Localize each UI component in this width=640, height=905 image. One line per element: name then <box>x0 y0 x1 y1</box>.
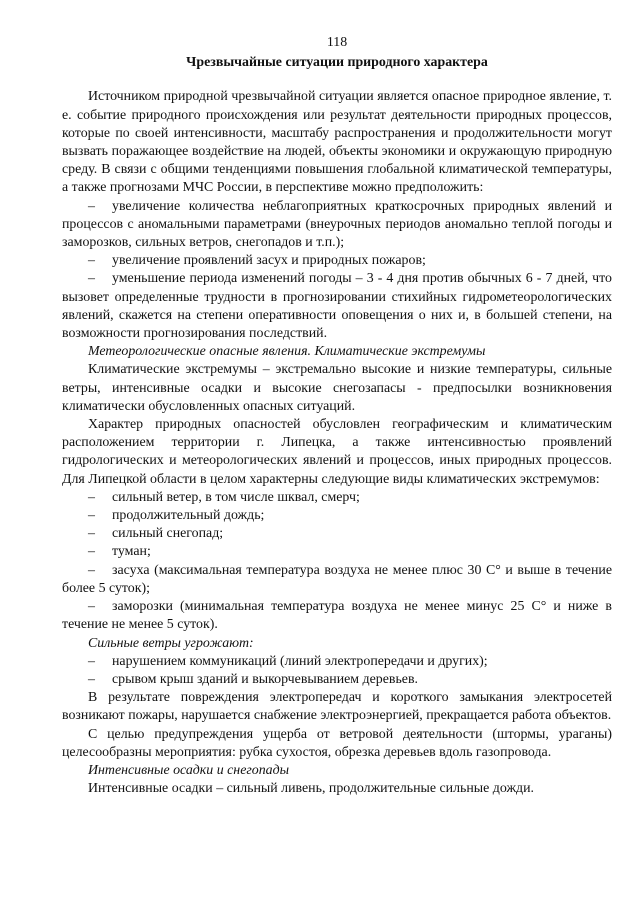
list-item-text: уменьшение периода изменений погоды – 3 - 4 дня против обычных 6 - 7 дней, что вызовет определенные трудности в прогнозировании стихийных гидрометеорологических явлений, скажется на степени оперативности оповещения о них и, в большей степени, на возможности прогнозирования последствий. <box>62 271 612 342</box>
list-item-text: увеличение проявлений засух и природных пожаров; <box>112 253 426 269</box>
dash-bullet: – <box>88 599 95 615</box>
list-item-text: заморозки (минимальная температура воздуха не менее минус 25 С° и ниже в течение не менее 5 суток). <box>62 599 612 633</box>
list-item <box>62 252 612 270</box>
subheading: Сильные ветры угрожают: <box>88 635 254 651</box>
list-item-text: срывом крыш зданий и выкорчевыванием деревьев. <box>112 671 418 687</box>
list-item-text: увеличение количества неблагоприятных краткосрочных природных явлений и процессов с аномальными параметрами (внеурочных периодов аномально теплой погоды и заморозков, сильных ветров, снегопадов и т.п.); <box>62 198 612 251</box>
dash-bullet: – <box>88 198 95 214</box>
list-item-text: нарушением коммуникаций (линий электропередачи и других); <box>112 653 488 669</box>
subheading: Интенсивные осадки и снегопады <box>88 762 290 778</box>
paragraph: Характер природных опасностей обусловлен географическим и климатическим расположением территории г. Липецка, а также интенсивностью проявлений гидрологических и метеорологических явлений и процессов, иных природных процессов. Для Липецкой области в целом характерны следующие виды климатических экстремумов: <box>62 417 612 487</box>
section-title: Чрезвычайные ситуации природного характера <box>186 55 488 71</box>
dash-bullet: – <box>88 508 95 524</box>
dash-bullet: – <box>88 489 95 505</box>
dash-bullet: – <box>88 671 95 687</box>
dash-bullet: – <box>88 271 95 287</box>
dash-bullet: – <box>88 544 95 560</box>
paragraph: Интенсивные осадки – сильный ливень, продолжительные сильные дожди. <box>88 781 535 797</box>
list-item <box>62 598 612 634</box>
list-item <box>62 489 612 507</box>
list-item <box>62 653 612 671</box>
document-page <box>62 34 612 798</box>
paragraph: Климатические экстремумы – экстремально высокие и низкие температуры, сильные ветры, интенсивные осадки и высокие снегозапасы - предпосылки возникновения климатически обусловленных опасных ситуаций. <box>62 362 612 414</box>
list-item <box>62 562 612 598</box>
dash-bullet: – <box>88 526 95 542</box>
list-item <box>62 543 612 561</box>
list-item-text: сильный снегопад; <box>112 526 224 542</box>
subheading: Метеорологические опасные явления. Климатические экстремумы <box>88 344 486 360</box>
dash-bullet: – <box>88 253 95 269</box>
list-item-text: засуха (максимальная температура воздуха не менее плюс 30 С° и выше в течение более 5 суток); <box>62 562 612 596</box>
list-item <box>62 525 612 543</box>
list-item <box>62 671 612 689</box>
list-item-text: сильный ветер, в том числе шквал, смерч; <box>112 489 360 505</box>
dash-bullet: – <box>88 562 95 578</box>
page-number: 118 <box>326 35 348 50</box>
list-item <box>62 270 612 343</box>
list-item-text: продолжительный дождь; <box>112 508 265 524</box>
list-item-text: туман; <box>112 544 151 560</box>
paragraph: В результате повреждения электропередач и короткого замыкания электросетей возникают пожары, нарушается снабжение электроэнергией, прекращается работа объектов. <box>62 690 612 724</box>
paragraph: С целью предупреждения ущерба от ветровой деятельности (штормы, ураганы) целесообразны мероприятия: рубка сухостоя, обрезка деревьев вдоль газопровода. <box>62 726 612 760</box>
body-text <box>62 88 612 798</box>
dash-bullet: – <box>88 653 95 669</box>
paragraph: Источником природной чрезвычайной ситуации является опасное природное явление, т. е. событие природного происхождения или результат деятельности природных процессов, которые по своей интенсивности, масштабу распространения и продолжительности могут вызвать поражающее воздействие на людей, объекты экономики и окружающую природную среду. В связи с общими тенденциями повышения глобальной климатической температуры, а также прогнозами МЧС России, в перспективе можно предположить: <box>62 89 612 196</box>
list-item <box>62 507 612 525</box>
list-item <box>62 198 612 253</box>
